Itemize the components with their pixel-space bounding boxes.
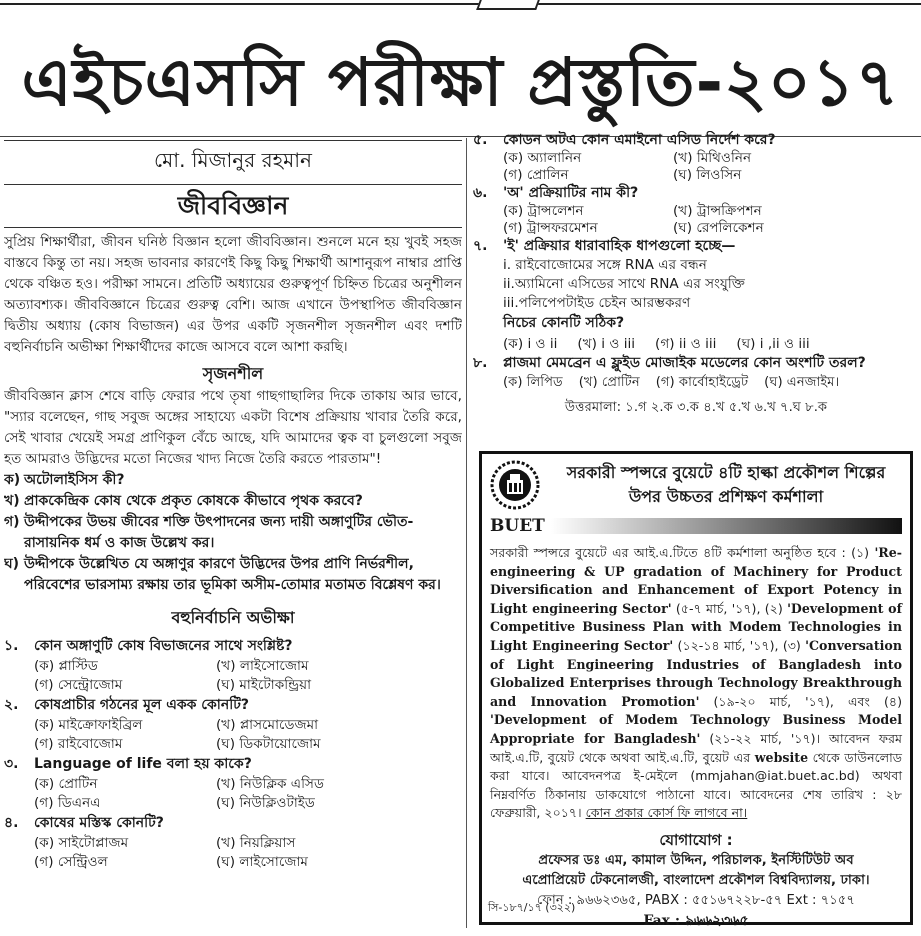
buet-logo-icon: [490, 460, 540, 510]
subject-title: জীববিজ্ঞান: [177, 191, 289, 220]
top-rule: [0, 3, 921, 7]
buet-label: BUET: [490, 516, 545, 536]
mcq-item: ৬. 'অ' প্রক্রিয়াটির নাম কী? (ক) ট্রান্সলেশন (খ) ট্রান্সক্রিপশন (গ) ট্রান্সফরমেশন (ঘ) রেপলিকেশন: [473, 185, 764, 236]
mcq-item: ১. কোন অঙ্গাণুটি কোষ বিভাজনের সাথে সংশ্লিষ্ট? (ক) প্লাস্টিড (খ) লাইসোজোম (গ) সেন্ট্রোজোম (ঘ) মাইটোকন্ড্রিয়া: [4, 638, 312, 693]
ad-body: সরকারী স্পন্সরে বুয়েটে এর আই.এ.টিতে ৪টি কর্মশালা অনুষ্ঠিত হবে : (১) 'Re-engineering & UP gradation of Machinery for Product Diversification and Enhancement of Export Potency in Light engineering Sector' (৫-৭ মার্চ, '১৭), (২) 'Development of Competitive Business Plan with Modem Technologies in Light Engineering Sector' (১২-১৪ মার্চ, '১৭), (৩) 'Conversation of Light Engineering Industries of Bangladesh into Globalized Enterprises through Technology Breakthrough and Innovation Promotion' (১৯-২০ মার্চ, '১৭), এবং (৪) 'Development of Modem Technology Business Model Appropriate for Bangladesh' (২১-২২ মার্চ, '১৭)। আবেদন ফরম আই.এ.টি, বুয়েট থেকে অথবা আই.এ.টি, বুয়েট এর website থেকে ডাউনলোড করা যাবে। আবেদনপত্র ই-মেইলে (mmjahan@iat.buet.ac.bd) অথবা নিম্নবর্ণিত ঠিকানায় ডাকযোগে পাঠানো যাবে। আবেদনের শেষ তারিখ : ২৮ ফেব্রুয়ারী, ২০১৭। কোন প্রকার কোর্স ফি লাগবে না।: [490, 545, 903, 821]
creative-question: গ) উদ্দীপকের উভয় জীবের শক্তি উৎপাদনের জন্য দায়ী অঙ্গাণুটির ভৌত-রাসায়নিক ধর্ম ও কাজ উল্লেখ কর।: [4, 514, 414, 551]
contact-line: প্রফেসর ডঃ এম, কামাল উদ্দিন, পরিচালক, ইনস্টিটিউট অব: [538, 852, 854, 868]
statement: ii.অ্যামিনো এসিডের সাথে RNA এর সংযুক্তি: [503, 276, 745, 292]
column-divider: [466, 138, 467, 928]
left-column: [4, 138, 462, 930]
contact-line: এপ্রোপ্রিয়েট টেকনোলজী, বাংলাদেশ প্রকৌশল বিশ্ববিদ্যালয়, ঢাকা।: [522, 872, 870, 888]
top-tab-decoration: [476, 0, 540, 10]
mcq-heading: বহুনির্বাচনি অভীক্ষা: [171, 608, 295, 627]
buet-advertisement: [479, 451, 913, 929]
subject-rule: [4, 227, 462, 228]
ad-title: সরকারী স্পন্সরে বুয়েটে ৪টি হাল্কা প্রকৌশল শিল্পের উপর উচ্চতর প্রশিক্ষণ কর্মশালা: [566, 463, 886, 506]
creative-heading: সৃজনশীল: [202, 364, 264, 383]
mcq-item: ৭. 'ই' প্রক্রিয়ার ধারাবাহিক ধাপগুলো হচ্ছে— i. রাইবোজোমের সঙ্গে RNA এর বন্ধন ii.অ্যামিনো এসিডের সাথে RNA এর সংযুক্তি iii.পলিপেপটাইড চেইন আরম্ভকরণ নিচের কোনটি সঠিক? (ক) i ও ii (খ) i ও iii (গ) ii ও iii (ঘ) i ,ii ও iii: [473, 237, 919, 354]
answer-key: উত্তরমালা: ১.গ ২.ক ৩.ক ৪.খ ৫.খ ৬.খ ৭.ঘ ৮.ক: [564, 400, 828, 415]
mcq-item: ৪. কোষের মস্তিস্ক কোনটি? (ক) সাইটোপ্লাজম (খ) নিয়ক্লিয়াস (গ) সেন্ট্রিওল (ঘ) লাইসোজোম: [4, 815, 308, 870]
intro-paragraph: সুপ্রিয় শিক্ষার্থীরা, জীবন ঘনিষ্ঠ বিজ্ঞান হলো জীববিজ্ঞান। শুনলে মনে হয় খুবই সহজ বাস্তবে কিন্তু তা নয়। সহজ ভাবনার কারণেই কিছু কিছু শিক্ষার্থী আশানুরূপ নাম্বার প্রাপ্তি থেকে বঞ্চিত হও। পরীক্ষা সামনে। প্রতিটি অধ্যায়ের গুরুত্বপূর্ণ চিহ্নিত চিত্রের অনুশীলন অত্যাবশ্যক। জীববিজ্ঞানে চিত্রের গুরুত্ব বেশি। আজ এখানে উপস্থাপিত জীববিজ্ঞান দ্বিতীয় অধ্যায় (কোষ বিভাজন) এর উপর একটি সৃজনশীল সৃজনশীল এবং দশটি বহুনির্বাচনি অভীক্ষা শিক্ষার্থীদের কাজে আসবে বলে আশা করছি।: [4, 234, 462, 355]
contact-heading: যোগাযোগ :: [659, 830, 733, 849]
statement: i. রাইবোজোমের সঙ্গে RNA এর বন্ধন: [503, 257, 707, 273]
fax-line: Fax : ৯৬৬২৩৬৫: [643, 912, 749, 929]
creative-question: খ) প্রাককেন্দ্রিক কোষ থেকে প্রকৃত কোষকে কীভাবে পৃথক করবে?: [4, 493, 363, 509]
mcq-item: ৫. কোডন অটএ কোন এমাইনো এসিড নির্দেশ করে? (ক) অ্যালানিন (খ) মিথিওনিন (গ) প্রোলিন (ঘ) লিওসিন: [473, 132, 776, 183]
page-headline: এইচএসসি পরীক্ষা প্রস্তুতি-২০১৭: [21, 44, 900, 121]
gradient-bar: [551, 518, 902, 534]
buet-banner: [490, 516, 902, 536]
creative-question: ঘ) উদ্দীপকে উল্লেখিত যে অঙ্গাণুর কারণে উদ্ভিদের উপর প্রাণি নির্ভরশীল, পরিবেশের ভারসাম্য রক্ষায় তার ভূমিকা অসীম-তোমার মতামত বিশ্লেষণ কর।: [4, 556, 441, 593]
creative-questions: [4, 470, 462, 596]
mcq-item: ২. কোষপ্রাচীর গঠনের মূল একক কোনটি? (ক) মাইক্রোফাইব্রিল (খ) প্লাসমোডেজমা (গ) রাইবোজোম (ঘ) ডিকটায়োজোম: [4, 697, 321, 752]
mcq-left-list: [4, 636, 462, 872]
creative-question: ক) অটোলাইসিস কী?: [4, 472, 125, 488]
phone-line: ফোন : ৯৬৬২৩৬৫, PABX : ৫৫১৬৭২২৮-৫৭ Ext : ৭১৫৭: [537, 892, 855, 908]
sub-question: নিচের কোনটি সঠিক?: [503, 315, 625, 331]
right-column: [473, 131, 919, 931]
creative-stem: জীববিজ্ঞান ক্লাস শেষে বাড়ি ফেরার পথে তৃষা গাছগাছালির দিকে তাকায় আর ভাবে, "স্যার বলেছেন, গাছ সবুজ অঙ্গের সাহায্যে একটা বিশেষ প্রক্রিয়ায় খাবার তৈরি করে, সেই খাবার খেয়েই সমগ্র প্রাণিকুল বেঁচে আছে, যদি আমাদের ত্বক বা চুলগুলো সবুজ হত আমরাও উদ্ভিদের মতো নিজের খাদ্য নিজে তৈরি করতে পারতাম"!: [4, 388, 462, 467]
author-name: মো. মিজানুর রহমান: [4, 140, 462, 185]
ad-reference-code: সি-১৮৭/১৭ (৩২২): [488, 901, 576, 914]
statement: iii.পলিপেপটাইড চেইন আরম্ভকরণ: [503, 295, 691, 311]
mcq-item: ৮. প্লাজমা মেমব্রেন এ ফ্লুইড মোজাইক মডেলের কোন অংশটি তরল? (ক) লিপিড (খ) প্রোটিন (গ) কার্বোহাইড্রেট (ঘ) এনজাইম।: [473, 355, 866, 390]
mcq-item: ৩. Language of life বলা হয় কাকে? (ক) প্রোটিন (খ) নিউক্লিক এসিড (গ) ডিএনএ (ঘ) নিউক্লিওটাইড: [4, 756, 325, 811]
mcq-right-list: [473, 131, 919, 420]
